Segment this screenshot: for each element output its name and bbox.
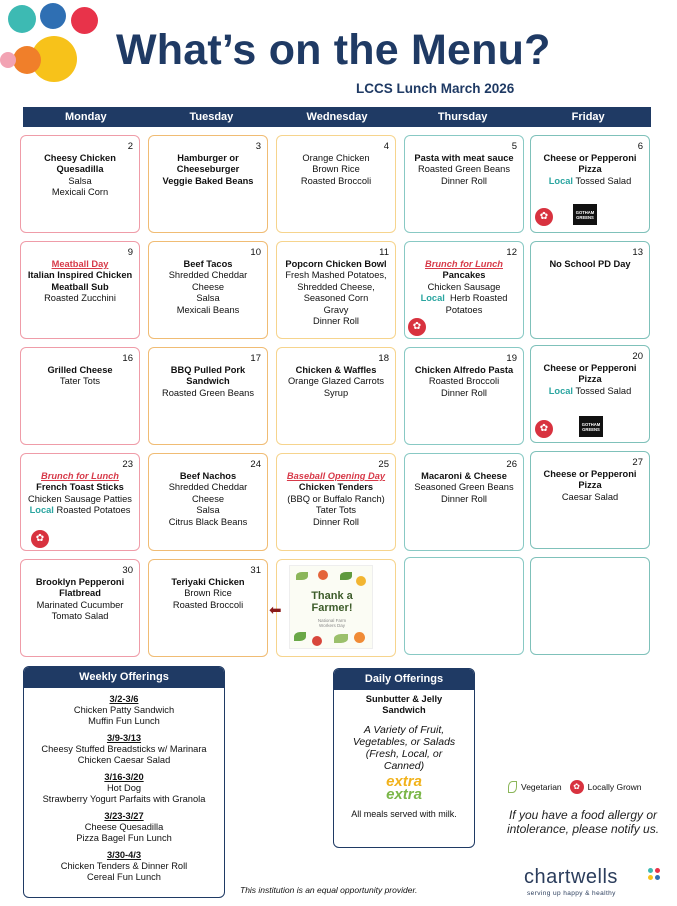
arrow-left-icon: ⬅ bbox=[269, 602, 282, 619]
day-cell-25 bbox=[276, 453, 396, 551]
special-day-label: Brunch for Lunch bbox=[425, 259, 503, 269]
weekly-group: 3/9-3/13 Cheesy Stuffed Breadsticks w/ Marinara Chicken Caesar Salad bbox=[41, 733, 207, 765]
legend-locally-grown: Locally Grown bbox=[587, 782, 642, 792]
day-number: 27 bbox=[632, 457, 643, 468]
decor-dot-red bbox=[71, 7, 98, 34]
daily-offerings-panel bbox=[333, 668, 475, 848]
day-cell-3 bbox=[148, 135, 268, 233]
menu-entree: Flatbread bbox=[59, 588, 101, 599]
locally-grown-icon: ✿ bbox=[570, 780, 584, 794]
day-cell-empty-thu bbox=[404, 557, 524, 655]
gotham-greens-logo: GOTHAM GREENS bbox=[579, 416, 603, 437]
menu-entree: Popcorn Chicken Bowl bbox=[285, 259, 387, 269]
menu-entree: Hamburger or bbox=[177, 153, 239, 163]
menu-side: Seasoned Green Beans bbox=[414, 482, 514, 493]
menu-side: Dinner Roll bbox=[441, 493, 487, 504]
day-tuesday: Tuesday bbox=[189, 111, 234, 123]
weekly-group: 3/2-3/6 Chicken Patty Sandwich Muffin Fun Lunch bbox=[73, 694, 175, 726]
locally-grown-icon: ✿ bbox=[31, 530, 49, 548]
day-number: 23 bbox=[122, 459, 133, 470]
day-number: 3 bbox=[255, 141, 261, 152]
menu-side: Tossed Salad bbox=[575, 385, 632, 396]
day-number: 17 bbox=[250, 353, 261, 364]
menu-side: Dinner Roll bbox=[441, 175, 487, 186]
day-friday: Friday bbox=[571, 111, 605, 123]
decor-dot-teal bbox=[8, 5, 36, 33]
menu-side: (BBQ or Buffalo Ranch) bbox=[287, 493, 385, 504]
chartwells-tagline: serving up happy & healthy bbox=[527, 890, 616, 897]
menu-entree: Orange Chicken bbox=[302, 153, 370, 163]
local-label: Local bbox=[548, 175, 574, 186]
menu-entree: Meatball Sub bbox=[51, 281, 109, 292]
menu-side: Salsa bbox=[68, 175, 92, 186]
equal-opportunity-note: This institution is an equal opportunity provider. bbox=[240, 885, 418, 895]
special-day-label: Brunch for Lunch bbox=[41, 471, 119, 481]
day-cell-9 bbox=[20, 241, 140, 339]
day-number: 16 bbox=[122, 353, 133, 364]
day-number: 9 bbox=[127, 247, 133, 258]
local-label: Local bbox=[548, 385, 574, 396]
menu-entree: Pizza bbox=[578, 480, 602, 491]
day-cell-26 bbox=[404, 453, 524, 551]
menu-entree: Chicken & Waffles bbox=[295, 365, 377, 375]
menu-side: Tater Tots bbox=[315, 505, 357, 516]
menu-side: Potatoes bbox=[445, 304, 483, 315]
menu-side: Gravy bbox=[323, 304, 349, 315]
day-number: 20 bbox=[632, 351, 643, 362]
menu-side: Marinated Cucumber bbox=[36, 599, 124, 610]
menu-side: Brown Rice bbox=[312, 164, 360, 175]
day-number: 24 bbox=[250, 459, 261, 470]
menu-side: Dinner Roll bbox=[313, 316, 359, 327]
day-number: 19 bbox=[506, 353, 517, 364]
day-cell-4 bbox=[276, 135, 396, 233]
menu-side: Salsa bbox=[196, 505, 220, 516]
menu-side: Roasted Broccoli bbox=[300, 175, 372, 186]
day-cell-2 bbox=[20, 135, 140, 233]
weekly-offerings-title: Weekly Offerings bbox=[24, 667, 224, 688]
menu-entree: Pizza bbox=[578, 164, 602, 175]
menu-side: Fresh Mashed Potatoes, bbox=[285, 270, 387, 281]
decor-dot-blue bbox=[40, 3, 66, 29]
menu-side: Shredded Cheese, bbox=[297, 281, 375, 292]
menu-side: Seasoned Corn bbox=[303, 293, 369, 304]
menu-side: Shredded Cheddar Cheese bbox=[168, 270, 248, 292]
no-school-label: No School PD Day bbox=[549, 259, 631, 269]
weekly-group: 3/16-3/20 Hot Dog Strawberry Yogurt Parfaits with Granola bbox=[42, 772, 206, 804]
extra-extra-logo: extra extra bbox=[386, 773, 422, 803]
menu-side: Chicken Sausage bbox=[427, 281, 501, 292]
menu-entree: Quesadilla bbox=[56, 164, 104, 175]
menu-entree: Beef Nachos bbox=[179, 471, 237, 481]
menu-side: Shredded Cheddar bbox=[168, 482, 248, 493]
menu-entree: Cheese or Pepperoni bbox=[543, 363, 637, 373]
menu-side: Herb Roasted bbox=[450, 293, 508, 304]
day-monday: Monday bbox=[65, 111, 107, 123]
menu-side: Roasted Broccoli bbox=[172, 599, 244, 610]
menu-side: Veggie Baked Beans bbox=[162, 175, 254, 186]
locally-grown-icon: ✿ bbox=[535, 208, 553, 226]
menu-entree: Grilled Cheese bbox=[47, 365, 113, 375]
menu-side: Citrus Black Beans bbox=[168, 516, 248, 527]
day-number: 31 bbox=[250, 565, 261, 576]
menu-entree: Chicken Tenders bbox=[298, 482, 374, 493]
legend-vegetarian: Vegetarian bbox=[521, 782, 562, 792]
weekday-header bbox=[23, 107, 651, 127]
daily-variety: A Variety of Fruit, Vegetables, or Salads (Fresh, Local, or Canned) bbox=[352, 724, 456, 772]
decor-dot-pink bbox=[0, 52, 16, 68]
leaf-icon bbox=[508, 781, 517, 793]
daily-offerings-title: Daily Offerings bbox=[334, 669, 474, 690]
day-cell-6 bbox=[530, 135, 650, 233]
day-number: 11 bbox=[379, 247, 389, 258]
allergy-notice: If you have a food allergy or intolerance, please notify us. bbox=[506, 808, 660, 836]
day-cell-empty-fri bbox=[530, 557, 650, 655]
local-label: Local bbox=[29, 505, 54, 516]
menu-entree: Cheese or Pepperoni bbox=[543, 469, 637, 479]
day-cell-19 bbox=[404, 347, 524, 445]
weekly-offerings-panel bbox=[23, 666, 225, 898]
menu-entree: Beef Tacos bbox=[183, 259, 233, 269]
milk-note: All meals served with milk. bbox=[351, 809, 457, 819]
menu-side: Mexicali Beans bbox=[176, 304, 240, 315]
day-cell-31 bbox=[148, 559, 268, 657]
menu-entree: Macaroni & Cheese bbox=[421, 471, 507, 481]
menu-side: Salsa bbox=[196, 293, 220, 304]
day-number: 4 bbox=[383, 141, 389, 152]
legend bbox=[508, 780, 642, 794]
day-number: 12 bbox=[506, 247, 517, 258]
day-cell-27 bbox=[530, 451, 650, 549]
menu-entree: Cheesy Chicken bbox=[44, 153, 116, 163]
day-number: 10 bbox=[250, 247, 261, 258]
thank-a-farmer-graphic bbox=[289, 565, 373, 649]
menu-side: Mexicali Corn bbox=[51, 187, 109, 198]
day-number: 26 bbox=[506, 459, 517, 470]
special-day-label: Baseball Opening Day bbox=[286, 471, 386, 481]
menu-entree: BBQ Pulled Pork bbox=[170, 365, 246, 375]
day-cell-18 bbox=[276, 347, 396, 445]
menu-side: Dinner Roll bbox=[313, 516, 359, 527]
menu-side: Cheese bbox=[191, 493, 225, 504]
menu-entree: Cheeseburger bbox=[176, 164, 240, 175]
menu-side: Dinner Roll bbox=[441, 387, 487, 398]
menu-entree: Cheese or Pepperoni bbox=[543, 153, 637, 163]
decor-dot-orange bbox=[13, 46, 41, 74]
menu-side: Syrup bbox=[323, 387, 349, 398]
day-cell-11 bbox=[276, 241, 396, 339]
menu-entree: Teriyaki Chicken bbox=[171, 577, 245, 587]
day-cell-20 bbox=[530, 345, 650, 443]
day-number: 30 bbox=[122, 565, 133, 576]
day-cell-17 bbox=[148, 347, 268, 445]
menu-entree: Sandwich bbox=[186, 376, 230, 387]
day-wednesday: Wednesday bbox=[306, 111, 368, 123]
chartwells-dots bbox=[648, 868, 668, 886]
menu-entree: Pancakes bbox=[442, 270, 486, 281]
menu-entree: Italian Inspired Chicken bbox=[27, 270, 133, 281]
menu-side: Roasted Green Beans bbox=[418, 164, 510, 175]
chartwells-logo: chartwells bbox=[524, 866, 618, 888]
day-cell-16 bbox=[20, 347, 140, 445]
day-cell-10 bbox=[148, 241, 268, 339]
menu-entree: Brooklyn Pepperoni bbox=[35, 577, 125, 587]
special-day-label: Meatball Day bbox=[51, 259, 109, 269]
menu-side: Tater Tots bbox=[59, 376, 101, 387]
menu-side: Roasted Broccoli bbox=[428, 376, 500, 387]
menu-side: Brown Rice bbox=[184, 588, 232, 599]
weekly-group: 3/23-3/27 Cheese Quesadilla Pizza Bagel Fun Lunch bbox=[76, 811, 172, 843]
day-cell-5 bbox=[404, 135, 524, 233]
thank-farmer-subtitle: National Farm Workers Day bbox=[317, 618, 347, 628]
menu-entree: Pizza bbox=[578, 374, 602, 385]
menu-side: Chicken Sausage Patties bbox=[28, 493, 132, 504]
day-number: 6 bbox=[637, 141, 643, 152]
weekly-group: 3/30-4/3 Chicken Tenders & Dinner Roll Cereal Fun Lunch bbox=[60, 850, 188, 882]
day-cell-13 bbox=[530, 241, 650, 339]
locally-grown-icon: ✿ bbox=[535, 420, 553, 438]
menu-side: Roasted Potatoes bbox=[56, 505, 131, 516]
menu-entree: Pasta with meat sauce bbox=[414, 153, 514, 163]
day-number: 25 bbox=[378, 459, 389, 470]
locally-grown-icon: ✿ bbox=[408, 318, 426, 336]
page-subtitle: LCCS Lunch March 2026 bbox=[356, 81, 515, 96]
menu-entree: Chicken Alfredo Pasta bbox=[414, 365, 514, 375]
menu-side: Roasted Zucchini bbox=[44, 293, 116, 304]
page-title: What’s on the Menu? bbox=[116, 26, 551, 74]
gotham-greens-logo: GOTHAM GREENS bbox=[573, 204, 597, 225]
day-number: 2 bbox=[127, 141, 133, 152]
thank-farmer-title: Thank a Farmer! bbox=[311, 590, 353, 614]
day-cell-30 bbox=[20, 559, 140, 657]
menu-side: Caesar Salad bbox=[561, 491, 619, 502]
day-number: 5 bbox=[511, 141, 517, 152]
day-cell-23 bbox=[20, 453, 140, 551]
day-cell-24 bbox=[148, 453, 268, 551]
menu-side: Tossed Salad bbox=[575, 175, 632, 186]
menu-side: Orange Glazed Carrots bbox=[287, 376, 385, 387]
local-label: Local bbox=[420, 293, 445, 304]
day-number: 13 bbox=[632, 247, 643, 258]
daily-sandwich: Sunbutter & Jelly Sandwich bbox=[365, 694, 443, 715]
menu-side: Roasted Green Beans bbox=[162, 387, 254, 398]
day-number: 18 bbox=[378, 353, 389, 364]
menu-side: Tomato Salad bbox=[51, 611, 109, 622]
menu-entree: French Toast Sticks bbox=[36, 482, 124, 493]
day-thursday: Thursday bbox=[437, 111, 488, 123]
day-cell-12 bbox=[404, 241, 524, 339]
